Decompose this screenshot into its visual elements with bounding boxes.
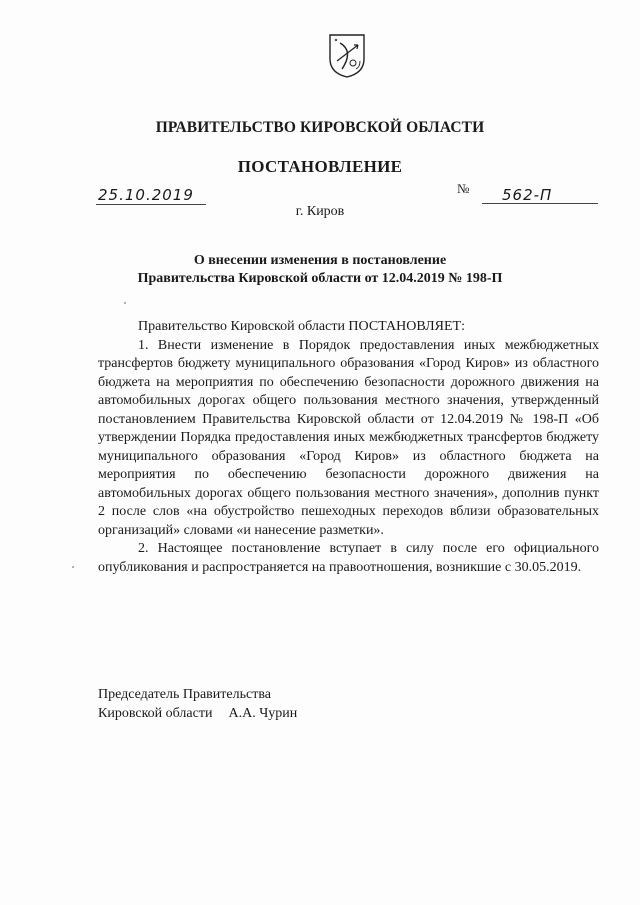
coat-of-arms-icon [328,33,366,79]
document-body [98,318,599,577]
signature-block [98,686,297,723]
subject-line-2: Правительства Кировской области от 12.04.2019 № 198-П [137,270,503,286]
document-date: 25.10.2019 [96,186,206,205]
signatory-title-line-2: Кировской области [98,705,213,721]
city: г. Киров [295,204,345,219]
number-sign: № [457,181,470,196]
item-2: 2. Настоящее постановление вступает в силу после его официального опубликования и распространяется на правоотношения, возникшие с 30.05.2019. [98,541,599,575]
document-type: ПОСТАНОВЛЕНИЕ [237,157,403,176]
document-subject [0,252,640,287]
signatory-title-line-1: Председатель Правительства [98,687,271,702]
item-1: 1. Внести изменение в Порядок предоставления иных межбюджетных трансфертов бюджету муниципального образования «Город Киров» из областного бюджета на мероприятия по обеспечению безопасности дорожного движения на автомобильных дорогах общего пользования местного значения, утвержденный постановлением Правительства Кировской области от 12.04.2019 № 198-П «Об утверждении Порядка предоставления иных межбюджетных трансфертов бюджету муниципального образования «Город Киров» из областного бюджета на мероприятия по обеспечению безопасности дорожного движения на автомобильных дорогах общего пользования местного значения», дополнив пункт 2 после слов «на обустройство пешеходных переходов вблизи образовательных организаций» словами «и нанесение разметки». [98,337,599,538]
preamble: Правительство Кировской области ПОСТАНОВЛЯЕТ: [138,319,465,334]
signatory-title-line-2-row [98,705,297,724]
scan-speck [124,302,126,304]
subject-line-1: О внесении изменения в постановление [193,253,447,268]
signatory-name: А.А. Чурин [228,705,298,721]
scan-speck [72,566,74,568]
document-number: 562-П [482,186,598,204]
organization-title: ПРАВИТЕЛЬСТВО КИРОВСКОЙ ОБЛАСТИ [155,119,485,136]
